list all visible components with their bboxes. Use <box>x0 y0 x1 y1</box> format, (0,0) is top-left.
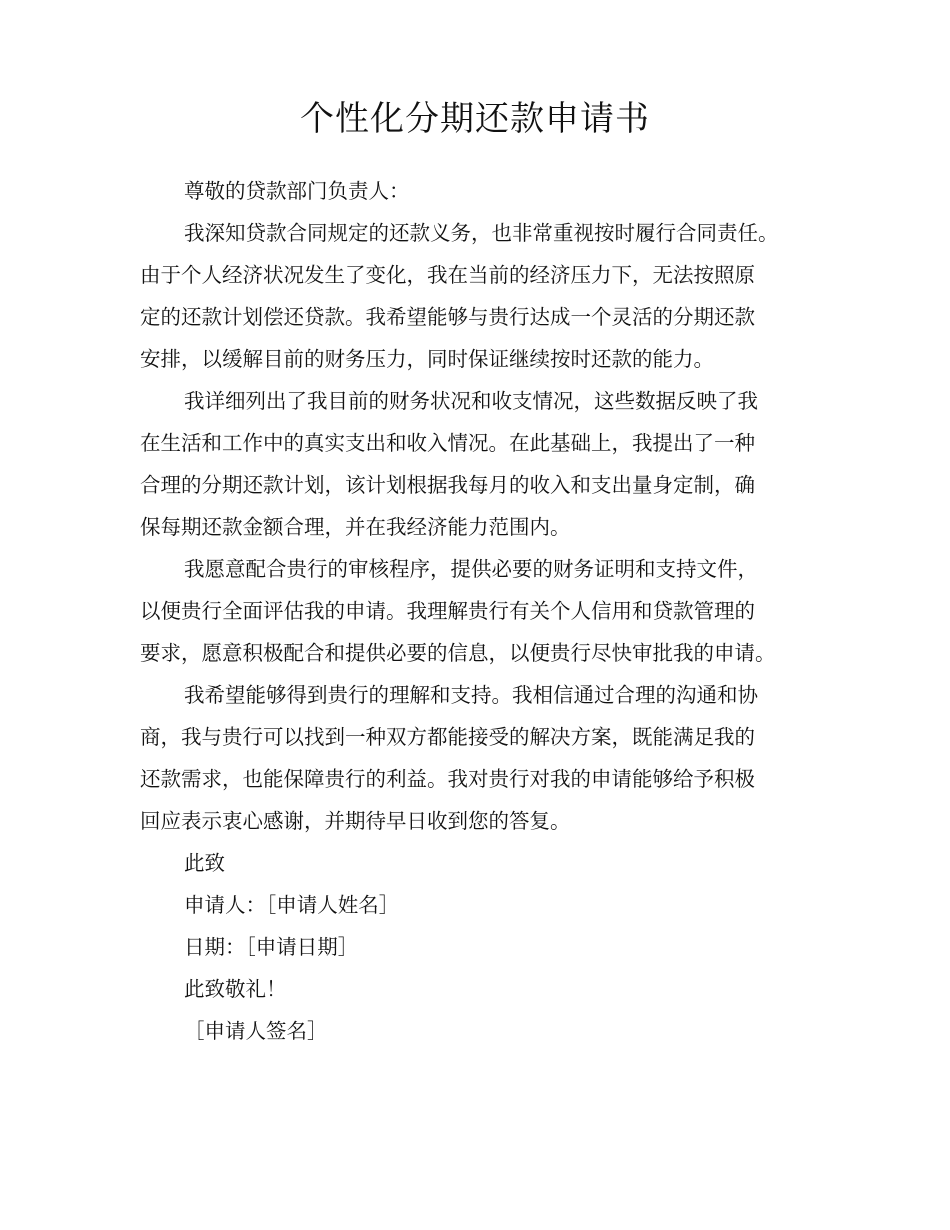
paragraph-line: 由于个人经济状况发生了变化，我在当前的经济压力下，无法按照原 <box>140 263 755 287</box>
salutation: 尊敬的贷款部门负责人： <box>184 179 410 203</box>
paragraph-4 <box>140 674 830 842</box>
paragraph-line: 要求，愿意积极配合和提供必要的信息，以便贵行尽快审批我的申请。 <box>140 641 776 665</box>
paragraph-line: 还款需求，也能保障贵行的利益。我对贵行对我的申请能够给予积极 <box>140 767 755 791</box>
paragraph-line: 我希望能够得到贵行的理解和支持。我相信通过合理的沟通和协 <box>184 683 758 707</box>
paragraph-line: 定的还款计划偿还贷款。我希望能够与贵行达成一个灵活的分期还款 <box>140 305 755 329</box>
paragraph-line: 我详细列出了我目前的财务状况和收支情况，这些数据反映了我 <box>184 389 758 413</box>
closing-text: 此致 <box>184 851 225 875</box>
paragraph-line: 商，我与贵行可以找到一种双方都能接受的解决方案，既能满足我的 <box>140 725 755 749</box>
paragraph-3 <box>140 548 830 674</box>
paragraph-2 <box>140 380 830 548</box>
paragraph-line: 回应表示衷心感谢，并期待早日收到您的答复。 <box>140 809 571 833</box>
signature-placeholder: ［申请人签名］ <box>184 1019 328 1043</box>
paragraph-1 <box>140 212 830 380</box>
paragraph-line: 在生活和工作中的真实支出和收入情况。在此基础上，我提出了一种 <box>140 431 755 455</box>
applicant-line: 申请人：［申请人姓名］ <box>184 893 400 917</box>
date-line: 日期：［申请日期］ <box>184 935 359 959</box>
document-body <box>140 170 830 1052</box>
regards-text: 此致敬礼！ <box>184 977 287 1001</box>
paragraph-line: 合理的分期还款计划，该计划根据我每月的收入和支出量身定制，确 <box>140 473 755 497</box>
paragraph-line: 以便贵行全面评估我的申请。我理解贵行有关个人信用和贷款管理的 <box>140 599 755 623</box>
document-title: 个性化分期还款申请书 <box>300 99 650 139</box>
paragraph-line: 安排，以缓解目前的财务压力，同时保证继续按时还款的能力。 <box>140 347 714 371</box>
paragraph-line: 我愿意配合贵行的审核程序，提供必要的财务证明和支持文件， <box>184 557 758 581</box>
paragraph-line: 保每期还款金额合理，并在我经济能力范围内。 <box>140 515 571 539</box>
paragraph-line: 我深知贷款合同规定的还款义务，也非常重视按时履行合同责任。 <box>184 221 779 245</box>
